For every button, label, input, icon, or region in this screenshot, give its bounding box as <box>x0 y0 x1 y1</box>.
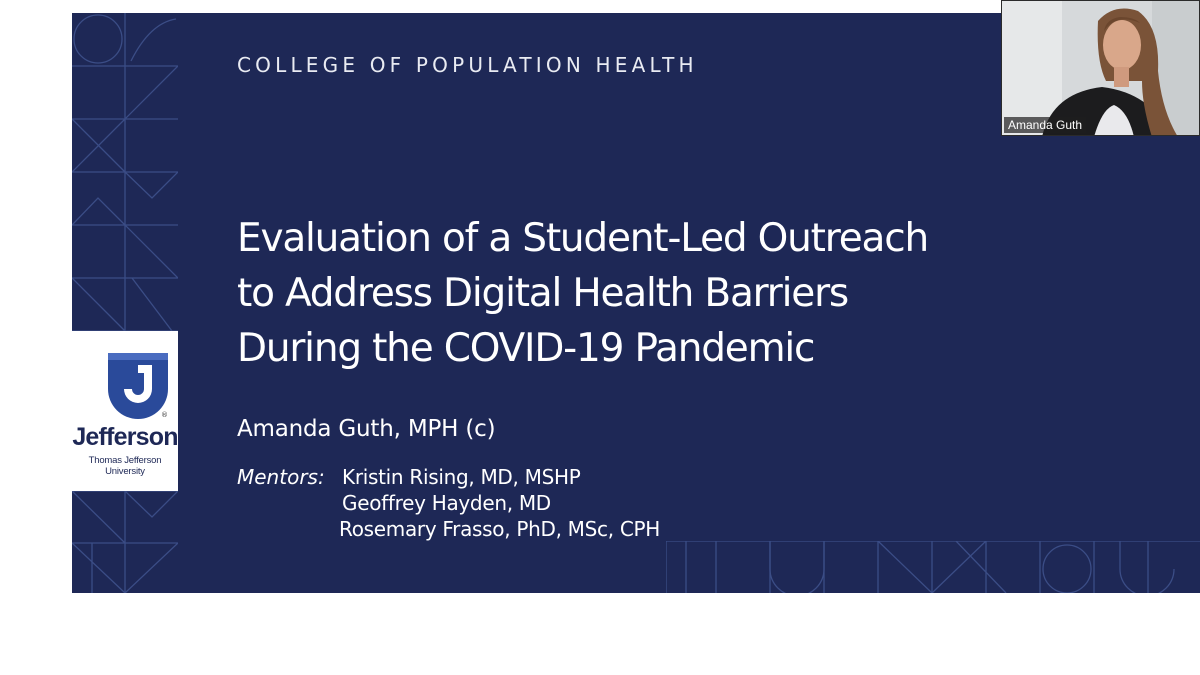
participant-video-feed <box>1002 1 1200 136</box>
slide-title <box>237 211 928 376</box>
logo-subtitle: Thomas Jefferson University <box>88 455 162 477</box>
mentors-label: Mentors: <box>237 465 325 489</box>
presenter-name: Amanda Guth, MPH (c) <box>237 416 496 442</box>
title-line: Evaluation of a Student-Led Outreach <box>237 216 928 261</box>
geometric-pattern-left <box>72 13 178 593</box>
mentor-name: Geoffrey Hayden, MD <box>342 491 551 515</box>
title-line: to Address Digital Health Barriers <box>237 271 849 316</box>
geometric-pattern-bottom <box>666 541 1200 593</box>
participant-video-tile[interactable] <box>1001 0 1200 136</box>
jefferson-logo <box>72 331 178 491</box>
participant-name-label: Amanda Guth <box>1004 117 1086 133</box>
mentor-name: Kristin Rising, MD, MSHP <box>342 465 581 489</box>
logo-wordmark: Jefferson <box>72 423 178 451</box>
title-line: During the COVID-19 Pandemic <box>237 326 815 371</box>
registered-mark: ® <box>161 411 168 419</box>
jefferson-shield-icon <box>108 353 168 419</box>
mentor-name: Rosemary Frasso, PhD, MSc, CPH <box>339 517 661 541</box>
college-heading: COLLEGE OF POPULATION HEALTH <box>237 53 698 77</box>
